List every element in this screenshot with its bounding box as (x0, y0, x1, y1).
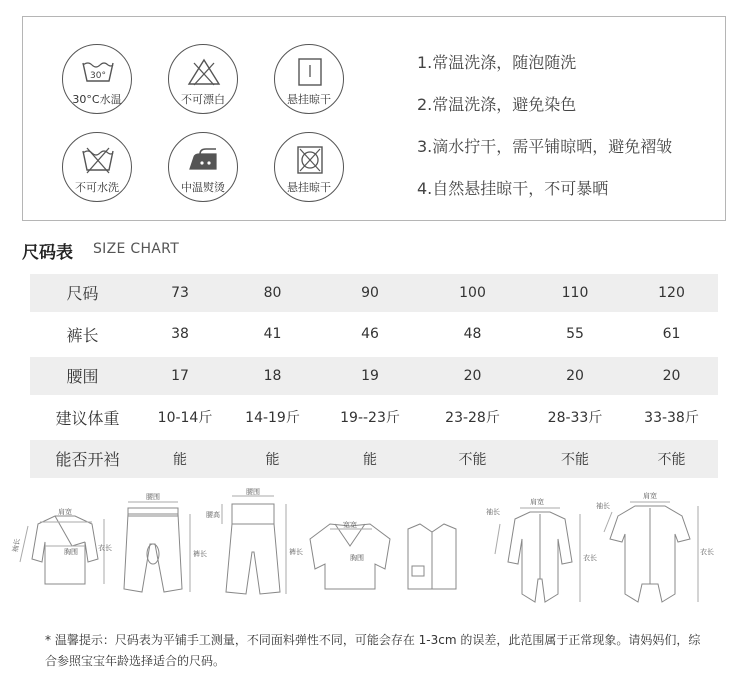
diagram-label: 胸围 (350, 554, 364, 562)
short-sleeve-romper-diagram (604, 502, 698, 602)
table-cell: 不能 (657, 451, 686, 468)
table-row (30, 440, 718, 478)
table-cell: 不能 (458, 451, 487, 468)
table-cell: 19--23斤 (340, 410, 400, 427)
row-label: 尺码 (66, 284, 99, 304)
size-chart-title: 尺码表 (22, 243, 73, 263)
table-cell: 20 (463, 367, 482, 384)
diagram-label: 肩宽 (643, 492, 657, 500)
table-cell: 不能 (561, 451, 589, 468)
hang-dry-box-icon (274, 132, 344, 202)
iron-medium-icon (168, 132, 238, 202)
table-cell: 46 (361, 326, 379, 343)
diagram-label: 肩宽 (530, 498, 544, 506)
diagram-label: 衣长 (98, 544, 112, 552)
care-instruction-2: 2.常温洗涤，避免染色 (417, 95, 577, 114)
table-cell: 73 (171, 284, 189, 301)
table-cell: 33-38斤 (644, 410, 699, 427)
row-label: 腰围 (66, 367, 99, 387)
table-cell: 38 (171, 326, 189, 343)
table-cell: 28-33斤 (547, 410, 603, 427)
vest-diagram (408, 524, 456, 589)
diagram-label: 袖长 (11, 537, 22, 553)
row-label: 建议体重 (55, 408, 120, 428)
kimono-top-diagram (20, 516, 104, 584)
long-sleeve-romper-diagram (495, 508, 580, 602)
table-cell: 能 (363, 451, 377, 468)
no-wash-icon (62, 132, 132, 202)
hang-dry-icon (274, 44, 344, 114)
diagram-label: 腰围 (146, 493, 160, 501)
diagram-label: 袖长 (486, 508, 500, 516)
table-cell: 80 (263, 284, 282, 301)
row-label: 能否开裆 (55, 450, 120, 470)
diagram-label: 裤长 (193, 550, 207, 558)
care-instructions-panel (22, 16, 726, 221)
table-cell: 100 (459, 284, 486, 301)
diagram-label: 袖长 (596, 502, 610, 510)
diagram-label: 衣长 (583, 554, 597, 562)
table-cell: 14-19斤 (245, 410, 300, 427)
diagram-label: 腰围 (246, 488, 260, 496)
table-cell: 能 (173, 451, 187, 468)
table-row (30, 274, 718, 312)
high-waist-pants-diagram (222, 496, 286, 594)
table-cell: 17 (171, 367, 189, 384)
wash-30-icon (62, 44, 132, 114)
table-cell: 48 (463, 326, 482, 343)
diagram-label: 腰高 (206, 511, 220, 519)
pants-diagram (124, 502, 190, 592)
table-cell: 61 (662, 326, 681, 343)
wash-temp-symbol: 30° (90, 71, 106, 81)
care-label: 悬挂晾干 (287, 93, 331, 106)
table-cell: 20 (566, 367, 584, 384)
table-cell: 10-14斤 (157, 410, 213, 427)
measurement-diagrams (0, 484, 750, 614)
size-table (30, 274, 718, 478)
table-row (30, 316, 718, 354)
table-cell: 能 (265, 451, 280, 468)
row-label: 裤长 (66, 325, 99, 345)
table-cell: 20 (662, 367, 681, 384)
care-instruction-4: 4.自然悬挂晾干，不可暴晒 (417, 179, 609, 198)
care-instruction-3: 3.滴水拧干，需平铺晾晒，避免褶皱 (417, 137, 673, 156)
diagram-label: 肩宽 (58, 508, 72, 516)
table-cell: 55 (566, 326, 584, 343)
care-instruction-1: 1.常温洗涤，随泡随洗 (417, 53, 577, 72)
table-cell: 18 (263, 367, 282, 384)
table-cell: 23-28斤 (445, 410, 500, 427)
care-label: 中温熨烫 (181, 181, 225, 194)
diagram-label: 胸围 (64, 548, 78, 556)
care-label: 30°C水温 (72, 93, 122, 106)
diagram-label: 裤长 (289, 548, 303, 556)
table-cell: 90 (361, 284, 379, 301)
care-label: 悬挂晾干 (287, 181, 331, 194)
table-row (30, 357, 718, 395)
diagram-label: 衣长 (700, 548, 714, 556)
table-cell: 110 (561, 284, 589, 301)
size-chart-subtitle: SIZE CHART (93, 241, 180, 257)
no-bleach-icon (168, 44, 238, 114)
diagram-label: 宽宽 (343, 521, 357, 529)
size-note: * 温馨提示：尺码表为平铺手工测量，不同面料弹性不同，可能会存在 1-3cm 的误差，此范围属于正常现象。请妈妈们，综合参照宝宝年龄选择适合的尺码。 (45, 633, 701, 668)
care-label: 不可漂白 (181, 93, 225, 106)
table-cell: 120 (658, 284, 685, 301)
table-cell: 19 (361, 367, 379, 384)
table-row (30, 399, 718, 437)
care-label: 不可水洗 (75, 181, 119, 194)
table-cell: 41 (263, 326, 282, 343)
